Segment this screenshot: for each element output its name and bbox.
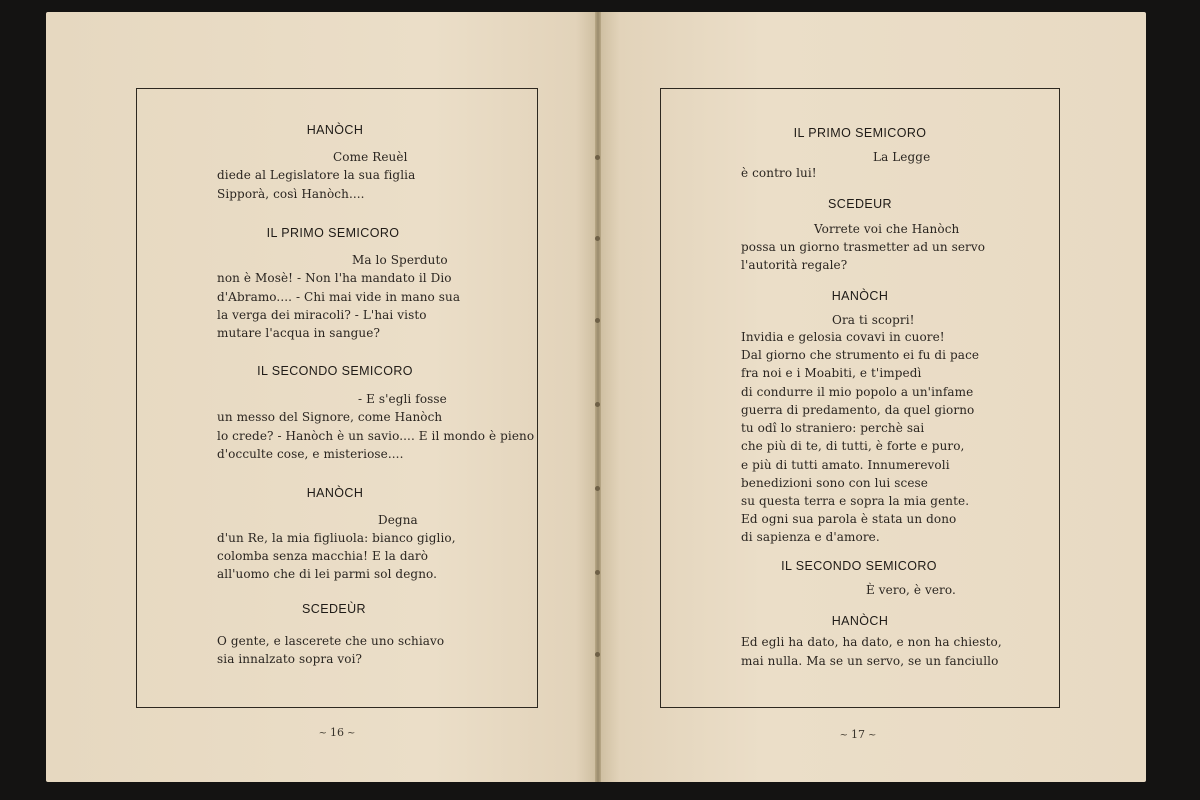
- verse-line: O gente, e lascerete che uno schiavo: [217, 634, 445, 648]
- verse-line: Dal giorno che strumento ei fu di pace: [741, 348, 980, 362]
- verse-line: mutare l'acqua in sangue?: [217, 326, 380, 340]
- verse-line: benedizioni sono con lui scese: [741, 476, 928, 490]
- verse-line: colomba senza macchia! E la darò: [217, 549, 429, 563]
- verse-line: Come Reuèl: [333, 150, 408, 164]
- folio-ornament: ~: [318, 728, 327, 739]
- verse-line: d'un Re, la mia figliuola: bianco giglio,: [217, 531, 456, 545]
- verse-line: Ora ti scopri!: [832, 313, 915, 327]
- speaker-heading: IL SECONDO SEMICORO: [257, 364, 413, 378]
- binding-stitch: [595, 652, 600, 657]
- folio-ornament: ~: [839, 730, 848, 741]
- verse-line: che più di te, di tutti, è forte e puro,: [741, 439, 965, 453]
- verse-line: - E s'egli fosse: [358, 392, 447, 406]
- binding-stitch: [595, 155, 600, 160]
- binding-stitch: [595, 236, 600, 241]
- verse-line: fra noi e i Moabiti, e t'impedì: [741, 366, 922, 380]
- verse-line: Invidia e gelosia covavi in cuore!: [741, 330, 945, 344]
- verse-line: lo crede? - Hanòch è un savio.... E il mondo è pieno: [217, 429, 535, 443]
- page-number: 17: [851, 728, 865, 741]
- speaker-heading: HANÒCH: [831, 614, 889, 628]
- verse-line: è contro lui!: [741, 166, 817, 180]
- speaker-heading: SCEDEÙR: [302, 602, 366, 616]
- page-number-left: [316, 726, 359, 739]
- binding-stitch: [595, 486, 600, 491]
- verse-line: di condurre il mio popolo a un'infame: [741, 385, 974, 399]
- verse-line: non è Mosè! - Non l'ha mandato il Dio: [217, 271, 452, 285]
- verse-line: Ma lo Sperduto: [352, 253, 448, 267]
- verse-line: di sapienza e d'amore.: [741, 530, 880, 544]
- folio-ornament: ~: [347, 728, 356, 739]
- verse-line: È vero, è vero.: [866, 583, 956, 597]
- speaker-heading: HANÒCH: [831, 289, 889, 303]
- speaker-heading: IL PRIMO SEMICORO: [266, 226, 400, 240]
- verse-line: all'uomo che di lei parmi sol degno.: [217, 567, 438, 581]
- verse-line: d'occulte cose, e misteriose....: [217, 447, 404, 461]
- verse-line: e più di tutti amato. Innumerevoli: [741, 458, 950, 472]
- speaker-heading: IL SECONDO SEMICORO: [781, 559, 937, 573]
- page-number: 16: [330, 726, 344, 739]
- verse-line: Ed egli ha dato, ha dato, e non ha chiesto,: [741, 635, 1002, 649]
- speaker-heading: HANÒCH: [306, 123, 364, 137]
- verse-line: Vorrete voi che Hanòch: [814, 222, 960, 236]
- book-gutter: [595, 12, 601, 782]
- verse-line: d'Abramo.... - Chi mai vide in mano sua: [217, 290, 461, 304]
- verse-line: possa un giorno trasmetter ad un servo: [741, 240, 986, 254]
- verse-line: sia innalzato sopra voi?: [217, 652, 363, 666]
- verse-line: Sipporà, così Hanòch....: [217, 187, 365, 201]
- binding-stitch: [595, 318, 600, 323]
- verse-line: su questa terra e sopra la mia gente.: [741, 494, 970, 508]
- binding-stitch: [595, 402, 600, 407]
- binding-stitch: [595, 570, 600, 575]
- speaker-heading: IL PRIMO SEMICORO: [793, 126, 927, 140]
- verse-line: la verga dei miracoli? - L'hai visto: [217, 308, 427, 322]
- verse-line: mai nulla. Ma se un servo, se un fanciullo: [741, 654, 999, 668]
- verse-line: un messo del Signore, come Hanòch: [217, 410, 443, 424]
- page-number-right: [837, 728, 880, 741]
- folio-ornament: ~: [868, 730, 877, 741]
- verse-line: diede al Legislatore la sua figlia: [217, 168, 416, 182]
- verse-line: Ed ogni sua parola è stata un dono: [741, 512, 957, 526]
- verse-line: Degna: [378, 513, 418, 527]
- verse-line: guerra di predamento, da quel giorno: [741, 403, 975, 417]
- verse-line: l'autorità regale?: [741, 258, 848, 272]
- speaker-heading: HANÒCH: [306, 486, 364, 500]
- speaker-heading: SCEDEUR: [828, 197, 892, 211]
- verse-line: tu odî lo straniero: perchè sai: [741, 421, 925, 435]
- verse-line: La Legge: [873, 150, 931, 164]
